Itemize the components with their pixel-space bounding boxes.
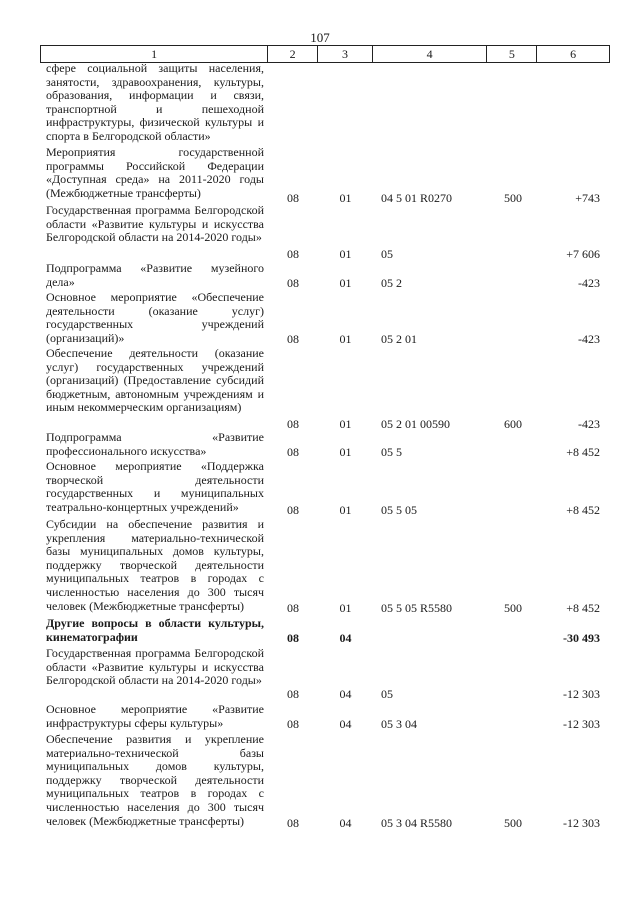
- row-target-item: 04 5 01 R0270: [381, 191, 453, 205]
- table-row: [46, 431, 610, 461]
- row-description: Субсидии на обеспечение развития и укрепления материально-технической базы муниципальных домов культуры, поддержку творческой деятельности муниципальных театров в городах с численностью населения до 300 тысяч человек (Межбюджетные трансферты): [46, 517, 264, 613]
- row-subsection: 01: [339, 503, 352, 517]
- row-expense-type: 500: [504, 816, 522, 830]
- table-row: [46, 460, 610, 518]
- row-subsection: 04: [339, 816, 352, 830]
- table-row: [46, 204, 610, 262]
- row-amount: -12 303: [563, 687, 600, 701]
- row-description: Подпрограмма «Развитие профессионального искусства»: [46, 430, 264, 458]
- row-amount: +7 606: [566, 247, 600, 261]
- row-expense-type: 600: [504, 417, 522, 431]
- row-section: 08: [287, 247, 299, 261]
- row-target-item: 05 2 01 00590: [381, 417, 450, 431]
- row-target-item: 05 2 01: [381, 332, 417, 346]
- row-target-item: 05: [381, 687, 393, 701]
- row-expense-type: 500: [504, 191, 522, 205]
- row-section: 08: [287, 631, 299, 645]
- row-subsection: 01: [339, 191, 352, 205]
- row-description: Другие вопросы в области культуры, кинематографии: [46, 616, 264, 644]
- row-target-item: 05 2: [381, 276, 402, 290]
- row-section: 08: [287, 503, 299, 517]
- row-amount: -30 493: [563, 631, 600, 645]
- row-subsection: 04: [339, 717, 352, 731]
- table-row: [46, 703, 610, 733]
- row-amount: +8 452: [566, 445, 600, 459]
- row-subsection: 04: [339, 631, 352, 645]
- row-description: Основное мероприятие «Развитие инфраструктуры сферы культуры»: [46, 702, 264, 730]
- table-row: [46, 647, 610, 704]
- table-row: [46, 146, 610, 204]
- row-description: Подпрограмма «Развитие музейного дела»: [46, 261, 264, 289]
- row-amount: +743: [575, 191, 600, 205]
- table-row: [46, 733, 610, 831]
- row-subsection: 01: [339, 247, 352, 261]
- row-section: 08: [287, 601, 299, 615]
- row-description: Основное мероприятие «Обеспечение деятельности (оказание услуг) государственных учреждений (организаций)»: [46, 290, 264, 345]
- row-target-item: 05 5: [381, 445, 402, 459]
- row-subsection: 01: [339, 445, 352, 459]
- table-row: [46, 262, 610, 292]
- header-col-4: 4: [373, 46, 488, 62]
- row-section: 08: [287, 417, 299, 431]
- header-col-2: 2: [268, 46, 318, 62]
- row-description: сфере социальной защиты населения, занятости, здравоохранения, культуры, образования, информации и связи, транспортной и пешеходной инфраструктуры, физической культуры и спорта в Белгородской области»: [46, 61, 264, 143]
- table-row: [46, 617, 610, 647]
- row-amount: -423: [578, 417, 600, 431]
- row-section: 08: [287, 332, 299, 346]
- row-section: 08: [287, 717, 299, 731]
- table-row: [46, 62, 610, 146]
- row-section: 08: [287, 687, 299, 701]
- header-col-1: 1: [41, 46, 268, 62]
- row-description: Обеспечение деятельности (оказание услуг) государственных учреждений (организаций) (Предоставление субсидий бюджетным, автономным учреждениям и иным некоммерческим организациям): [46, 346, 264, 415]
- header-col-5: 5: [487, 46, 537, 62]
- table-row: [46, 518, 610, 616]
- header-col-3: 3: [318, 46, 373, 62]
- row-subsection: 01: [339, 601, 352, 615]
- row-amount: -423: [578, 276, 600, 290]
- page-number: 107: [310, 30, 330, 45]
- row-description: Обеспечение развития и укрепление материально-технической базы муниципальных домов культуры, поддержку творческой деятельности муниципальных театров в городах с численностью населения до 300 тысяч человек (Межбюджетные трансферты): [46, 732, 264, 828]
- row-target-item: 05 5 05 R5580: [381, 601, 453, 615]
- row-section: 08: [287, 276, 299, 290]
- row-section: 08: [287, 191, 299, 205]
- row-description: Мероприятия государственной программы Российской Федерации «Доступная среда» на 2011-2020 годы (Межбюджетные трансферты): [46, 145, 264, 200]
- row-subsection: 01: [339, 417, 352, 431]
- row-amount: +8 452: [566, 601, 600, 615]
- row-amount: -423: [578, 332, 600, 346]
- row-description: Государственная программа Белгородской области «Развитие культуры и искусства Белгородской области на 2014-2020 годы»: [46, 646, 264, 688]
- table-row: [46, 347, 610, 431]
- row-section: 08: [287, 445, 299, 459]
- row-target-item: 05: [381, 247, 393, 261]
- row-subsection: 04: [339, 687, 352, 701]
- row-amount: +8 452: [566, 503, 600, 517]
- row-target-item: 05 5 05: [381, 503, 417, 517]
- row-description: Основное мероприятие «Поддержка творческой деятельности государственных и муниципальных театрально-концертных учреждений»: [46, 459, 264, 514]
- row-amount: -12 303: [563, 717, 600, 731]
- row-section: 08: [287, 816, 299, 830]
- table-row: [46, 291, 610, 347]
- row-amount: -12 303: [563, 816, 600, 830]
- row-subsection: 01: [339, 276, 352, 290]
- header-col-6: 6: [570, 47, 577, 61]
- row-description: Государственная программа Белгородской области «Развитие культуры и искусства Белгородской области на 2014-2020 годы»: [46, 203, 264, 245]
- row-expense-type: 500: [504, 601, 522, 615]
- row-target-item: 05 3 04: [381, 717, 417, 731]
- row-subsection: 01: [339, 332, 352, 346]
- row-target-item: 05 3 04 R5580: [381, 816, 453, 830]
